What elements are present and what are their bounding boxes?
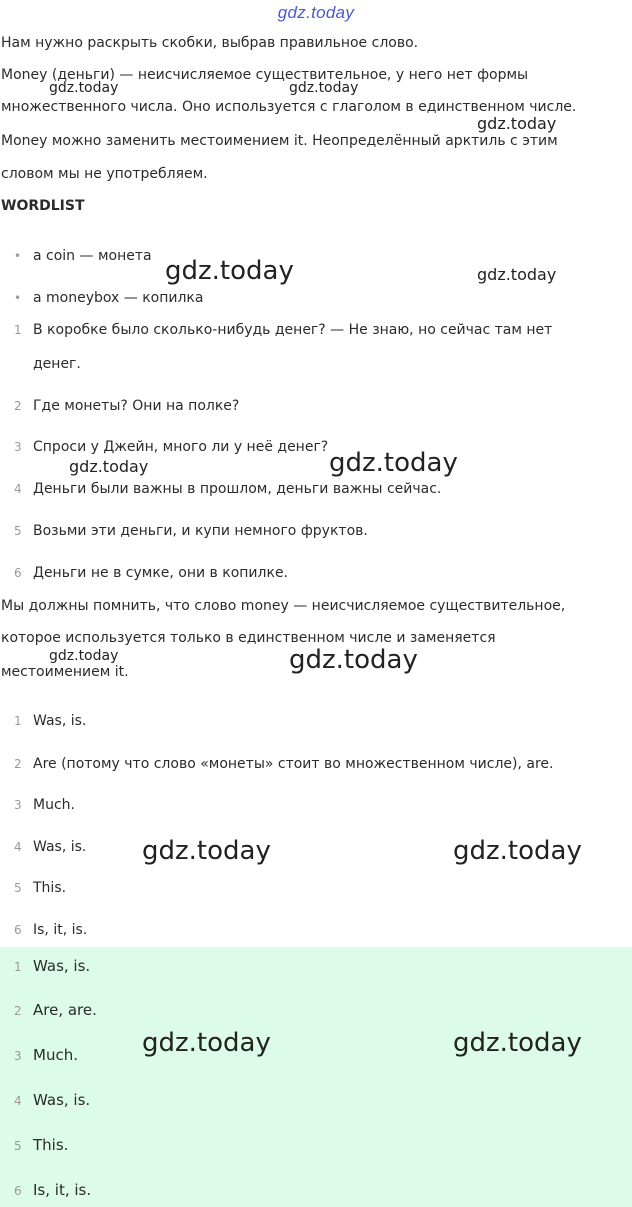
- explanation-item: [14, 789, 624, 822]
- answer-text: This.: [33, 1136, 69, 1154]
- item-number: 2: [14, 757, 22, 771]
- item-number: 1: [14, 960, 22, 974]
- explanation-item: [14, 914, 624, 947]
- item-number: 5: [14, 881, 22, 895]
- item-number: 6: [14, 923, 22, 937]
- translation-item-continued: [14, 348, 624, 381]
- bullet-marker: •: [14, 291, 22, 305]
- explanation-text: Much.: [33, 797, 75, 813]
- watermark: gdz.today: [289, 80, 359, 96]
- intro-line: Нам нужно раскрыть скобки, выбрав правильное слово.: [1, 35, 419, 51]
- translation-text: Спроси у Джейн, много ли у неё денег?: [33, 439, 329, 455]
- watermark: gdz.today: [453, 1028, 582, 1058]
- answer-text: Much.: [33, 1046, 78, 1064]
- intro-line: Money (деньги) — неисчисляемое существительное, у него нет формы: [1, 67, 529, 83]
- intro-line: словом мы не употребляем.: [1, 166, 208, 182]
- item-number: 6: [14, 566, 22, 580]
- bullet-marker: •: [14, 249, 22, 263]
- translation-text: Где монеты? Они на полке?: [33, 398, 240, 414]
- explanation-text: Are (потому что слово «монеты» стоит во множественном числе), are.: [33, 756, 554, 772]
- item-number: 4: [14, 1094, 22, 1108]
- intro-line: Money можно заменить местоимением it. Неопределённый арктиль с этим: [1, 133, 558, 149]
- answer-item: [14, 1001, 614, 1019]
- translation-text: В коробке было сколько-нибудь денег? — Не знаю, но сейчас там нет: [33, 322, 553, 338]
- wordlist-heading: WORDLIST: [1, 198, 85, 214]
- translation-item: [14, 314, 624, 347]
- explanation-item: [14, 748, 624, 781]
- translation-item: [14, 473, 624, 506]
- answer-block: [0, 947, 632, 1207]
- explanation-text: Is, it, is.: [33, 922, 88, 938]
- watermark: gdz.today: [477, 114, 557, 133]
- site-logo[interactable]: gdz.today: [277, 3, 355, 22]
- watermark: gdz.today: [49, 648, 119, 664]
- answer-item: [14, 957, 614, 975]
- item-number: 4: [14, 482, 22, 496]
- watermark: gdz.today: [142, 1028, 271, 1058]
- explanation-item: [14, 872, 624, 905]
- item-number: 3: [14, 440, 22, 454]
- explanation-item: [14, 705, 624, 738]
- item-number: 1: [14, 714, 22, 728]
- answer-text: Is, it, is.: [33, 1181, 92, 1199]
- translation-text: Деньги были важны в прошлом, деньги важны сейчас.: [33, 481, 442, 497]
- explanation-text: Was, is.: [33, 839, 87, 855]
- translation-text: Возьми эти деньги, и купи немного фруктов.: [33, 523, 368, 539]
- watermark: gdz.today: [69, 457, 149, 476]
- item-number: 4: [14, 840, 22, 854]
- item-number: 2: [14, 399, 22, 413]
- wordlist-text: a moneybox — копилка: [33, 290, 204, 306]
- translation-item: [14, 390, 624, 423]
- item-number: 3: [14, 1049, 22, 1063]
- item-number: 3: [14, 798, 22, 812]
- watermark: gdz.today: [289, 645, 418, 675]
- conclusion-line: местоимением it.: [1, 664, 129, 680]
- item-number: 5: [14, 1139, 22, 1153]
- watermark: gdz.today: [165, 256, 294, 286]
- translation-text: денег.: [33, 356, 81, 372]
- answer-text: Was, is.: [33, 957, 91, 975]
- watermark: gdz.today: [477, 265, 557, 284]
- item-number: 6: [14, 1184, 22, 1198]
- answer-text: Was, is.: [33, 1091, 91, 1109]
- translation-item: [14, 557, 624, 590]
- explanation-text: This.: [33, 880, 67, 896]
- wordlist-text: a coin — монета: [33, 248, 152, 264]
- intro-line: множественного числа. Оно используется с глаголом в единственном числе.: [1, 99, 577, 115]
- explanation-text: Was, is.: [33, 713, 87, 729]
- conclusion-line: Мы должны помнить, что слово money — неисчисляемое существительное,: [1, 598, 566, 614]
- watermark: gdz.today: [453, 836, 582, 866]
- item-number: 2: [14, 1004, 22, 1018]
- item-number: 5: [14, 524, 22, 538]
- conclusion-line: которое используется только в единственном числе и заменяется: [1, 630, 496, 646]
- watermark: gdz.today: [329, 448, 458, 478]
- item-number: 1: [14, 323, 22, 337]
- answer-text: Are, are.: [33, 1001, 97, 1019]
- answer-item: [14, 1181, 614, 1199]
- translation-text: Деньги не в сумке, они в копилке.: [33, 565, 289, 581]
- watermark: gdz.today: [49, 80, 119, 96]
- answer-item: [14, 1136, 614, 1154]
- answer-item: [14, 1091, 614, 1109]
- watermark: gdz.today: [142, 836, 271, 866]
- translation-item: [14, 515, 624, 548]
- wordlist-item: [14, 282, 624, 315]
